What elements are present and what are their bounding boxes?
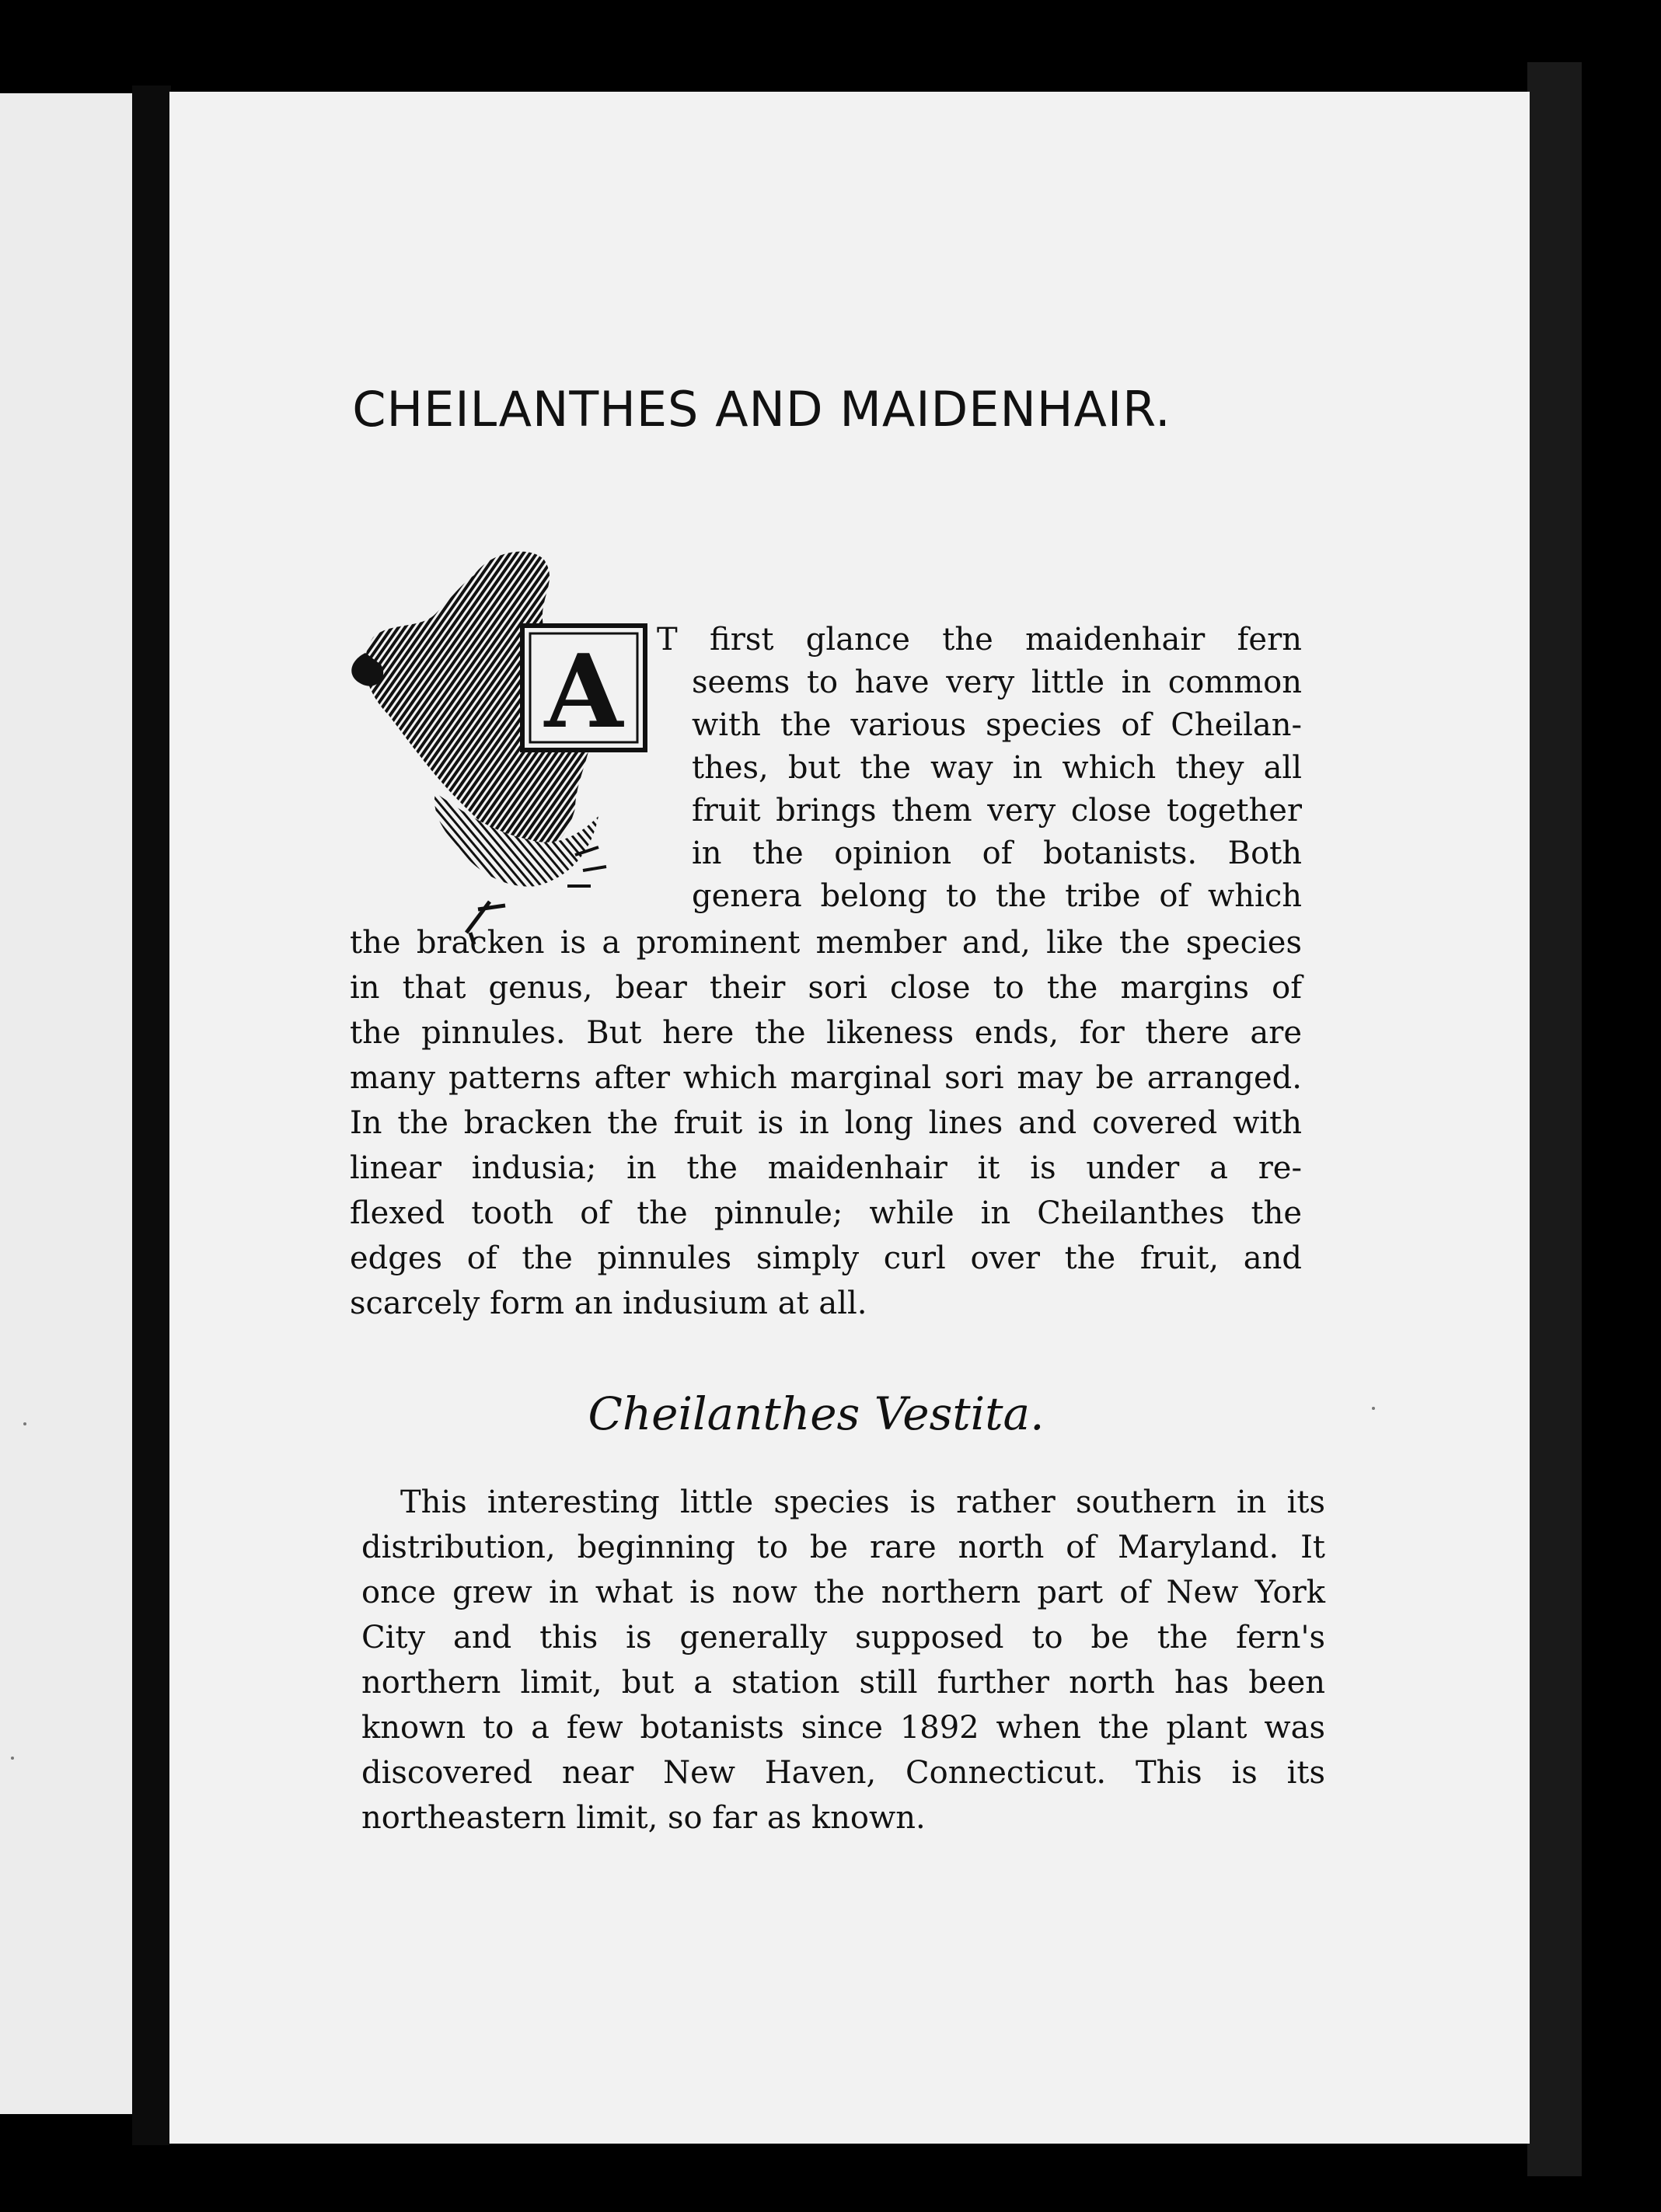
speck xyxy=(11,1757,14,1760)
section-heading: Cheilanthes Vestita. xyxy=(588,1387,1045,1440)
body-line: edges of the pinnules simply curl over the fruit, and xyxy=(350,1240,1302,1276)
body-line: the bracken is a prominent member and, like the species xyxy=(350,925,1302,961)
intro-line: genera belong to the tribe of which xyxy=(692,878,1302,914)
drop-cap-letter: A xyxy=(544,632,623,751)
intro-line: thes, but the way in which they all xyxy=(692,750,1302,786)
intro-line: T first glance the maidenhair fern xyxy=(657,622,1302,658)
speck xyxy=(1372,1407,1375,1410)
section-line: City and this is generally supposed to be the fern's xyxy=(361,1620,1325,1656)
intro-line: seems to have very little in common xyxy=(692,665,1302,700)
body-line: linear indusia; in the maidenhair it is under a re- xyxy=(350,1150,1302,1186)
body-line: scarcely form an indusium at all. xyxy=(350,1286,867,1321)
intro-line: fruit brings them very close together xyxy=(692,793,1302,829)
section-line: known to a few botanists since 1892 when the plant was xyxy=(361,1710,1325,1746)
intro-line: in the opinion of botanists. Both xyxy=(692,836,1302,871)
section-line: northeastern limit, so far as known. xyxy=(361,1800,926,1836)
section-line: northern limit, but a station still further north has been xyxy=(361,1665,1325,1701)
body-line: In the bracken the fruit is in long lines and covered with xyxy=(350,1105,1302,1141)
body-line: the pinnules. But here the likeness ends, for there are xyxy=(350,1015,1302,1051)
book-gutter xyxy=(132,85,171,2145)
speck xyxy=(23,1422,26,1425)
drop-cap-illustration xyxy=(342,544,653,948)
body-line: flexed tooth of the pinnule; while in Cheilanthes the xyxy=(350,1195,1302,1231)
section-line: This interesting little species is rather southern in its xyxy=(400,1485,1325,1520)
intro-line: with the various species of Cheilan- xyxy=(692,707,1302,743)
page-title: CHEILANTHES AND MAIDENHAIR. xyxy=(352,381,1171,438)
section-line: discovered near New Haven, Connecticut. This is its xyxy=(361,1755,1325,1791)
section-line: once grew in what is now the northern part of New York xyxy=(361,1575,1325,1610)
body-line: many patterns after which marginal sori may be arranged. xyxy=(350,1060,1302,1096)
page-edge-shadow xyxy=(1527,62,1582,2176)
body-line: in that genus, bear their sori close to the margins of xyxy=(350,970,1302,1006)
section-line: distribution, beginning to be rare north of Maryland. It xyxy=(361,1530,1325,1565)
facing-page-edge xyxy=(0,93,132,2114)
